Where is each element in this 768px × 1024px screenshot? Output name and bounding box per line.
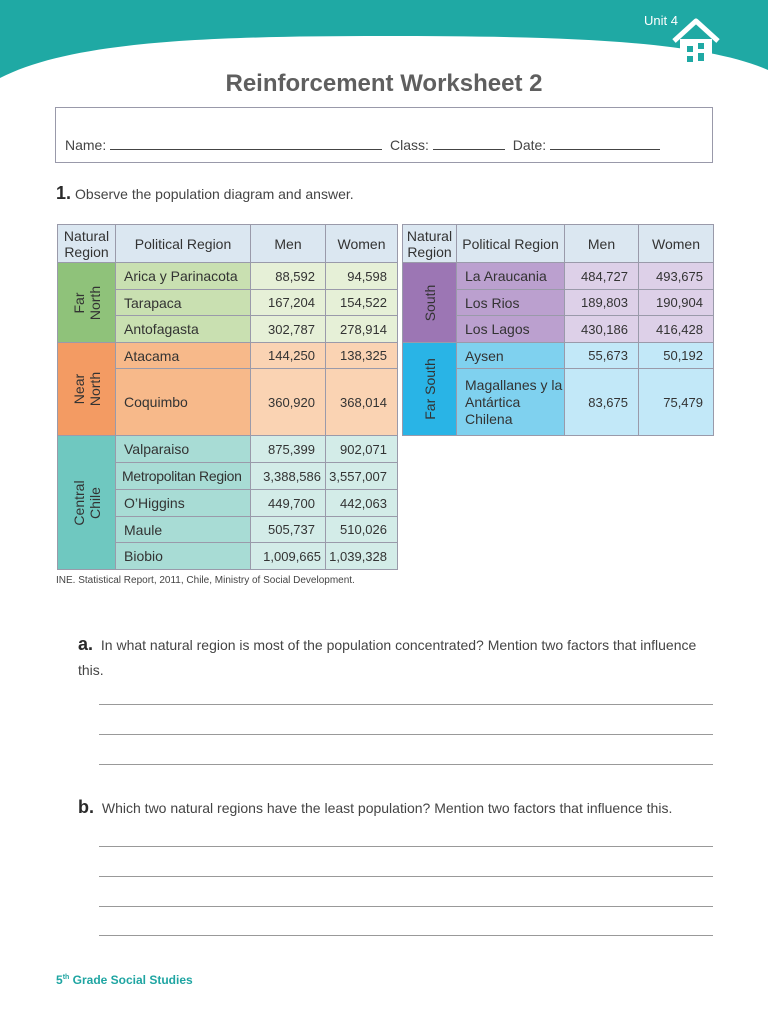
- table-row-region: Maule: [116, 517, 251, 543]
- question-1: [56, 183, 354, 204]
- table-row-men: 55,673: [565, 343, 639, 369]
- table-row-women: 442,063: [326, 490, 398, 517]
- table-row-men: 360,920: [251, 369, 326, 436]
- header-natural-region: Natural Region: [58, 225, 116, 263]
- table-row-men: 167,204: [251, 290, 326, 316]
- header-women: Women: [639, 225, 714, 263]
- table-row-women: 368,014: [326, 369, 398, 436]
- population-table-north-central: [57, 224, 398, 570]
- answer-line-b2[interactable]: [99, 876, 713, 877]
- header-women: Women: [326, 225, 398, 263]
- table-row-region: Los Lagos: [457, 316, 565, 343]
- table-row-women: 3,557,007: [326, 463, 398, 490]
- table-row-men: 302,787: [251, 316, 326, 343]
- table-row-women: 1,039,328: [326, 543, 398, 570]
- question-b-text: Which two natural regions have the least population? Mention two factors that influence this.: [101, 800, 673, 816]
- name-field[interactable]: [110, 138, 382, 150]
- answer-line-b3[interactable]: [99, 906, 713, 907]
- table-row-region: Antofagasta: [116, 316, 251, 343]
- table-row-women: 190,904: [639, 290, 714, 316]
- table-row-men: 144,250: [251, 343, 326, 369]
- question-b: [78, 797, 718, 818]
- table-row-men: 505,737: [251, 517, 326, 543]
- question-a-letter: a.: [78, 634, 94, 654]
- table-row-women: 75,479: [639, 369, 714, 436]
- table-row-men: 875,399: [251, 436, 326, 463]
- footer-course: [56, 973, 193, 987]
- house-icon: [670, 15, 722, 71]
- group-central-chile: Central Chile: [58, 436, 116, 570]
- table-row-region: Arica y Parinacota: [116, 263, 251, 290]
- page-title: Reinforcement Worksheet 2: [225, 70, 543, 97]
- table-row-men: 449,700: [251, 490, 326, 517]
- answer-line-a3[interactable]: [99, 764, 713, 765]
- table-row-women: 278,914: [326, 316, 398, 343]
- answer-line-b4[interactable]: [99, 935, 713, 936]
- group-near-north: Near North: [58, 343, 116, 436]
- group-south: South: [403, 263, 457, 343]
- table-row-men: 484,727: [565, 263, 639, 290]
- table-row-region: Tarapaca: [116, 290, 251, 316]
- table-row-women: 493,675: [639, 263, 714, 290]
- header-political-region: Political Region: [457, 225, 565, 263]
- class-label: Class:: [390, 137, 429, 153]
- header-natural-region: Natural Region: [403, 225, 457, 263]
- table-row-men: 1,009,665: [251, 543, 326, 570]
- source-citation: INE. Statistical Report, 2011, Chile, Ministry of Social Development.: [56, 575, 355, 586]
- question-a: [78, 632, 718, 683]
- name-label: Name:: [65, 137, 107, 153]
- table-row-men: 3,388,586: [251, 463, 326, 490]
- date-label: Date:: [512, 137, 547, 153]
- table-row-men: 88,592: [251, 263, 326, 290]
- table-row-region: O’Higgins: [116, 490, 251, 517]
- student-info-box: [55, 107, 713, 163]
- answer-line-a1[interactable]: [99, 704, 713, 705]
- table-row-region: Aysen: [457, 343, 565, 369]
- header-men: Men: [251, 225, 326, 263]
- unit-label: Unit 4: [644, 13, 678, 28]
- table-row-region: Los Rios: [457, 290, 565, 316]
- footer-grade: 5: [56, 973, 63, 987]
- table-row-region: La Araucania: [457, 263, 565, 290]
- question-1-text: Observe the population diagram and answer.: [75, 186, 354, 202]
- table-row-region: Atacama: [116, 343, 251, 369]
- group-far-north: Far North: [58, 263, 116, 343]
- table-row-women: 510,026: [326, 517, 398, 543]
- table-row-women: 416,428: [639, 316, 714, 343]
- group-far-south: Far South: [403, 343, 457, 436]
- date-field[interactable]: [550, 138, 660, 150]
- table-row-women: 138,325: [326, 343, 398, 369]
- footer-subject: Grade Social Studies: [72, 973, 193, 987]
- table-row-region: Biobio: [116, 543, 251, 570]
- class-field[interactable]: [433, 138, 505, 150]
- population-table-south: [402, 224, 714, 436]
- table-row-women: 154,522: [326, 290, 398, 316]
- table-row-region: Magallanes y la Antártica Chilena: [457, 369, 565, 436]
- header-political-region: Political Region: [116, 225, 251, 263]
- table-row-men: 83,675: [565, 369, 639, 436]
- table-row-region: Metropolitan Region: [116, 463, 251, 490]
- table-row-men: 430,186: [565, 316, 639, 343]
- table-row-men: 189,803: [565, 290, 639, 316]
- answer-line-b1[interactable]: [99, 846, 713, 847]
- footer-grade-suffix: th: [62, 974, 70, 981]
- question-b-letter: b.: [78, 797, 94, 817]
- table-row-region: Coquimbo: [116, 369, 251, 436]
- table-row-women: 50,192: [639, 343, 714, 369]
- table-row-women: 94,598: [326, 263, 398, 290]
- answer-line-a2[interactable]: [99, 734, 713, 735]
- table-row-women: 902,071: [326, 436, 398, 463]
- question-a-text: In what natural region is most of the population concentrated? Mention two factors that influence this.: [78, 637, 697, 678]
- header-men: Men: [565, 225, 639, 263]
- question-1-number: 1.: [56, 183, 72, 203]
- table-row-region: Valparaiso: [116, 436, 251, 463]
